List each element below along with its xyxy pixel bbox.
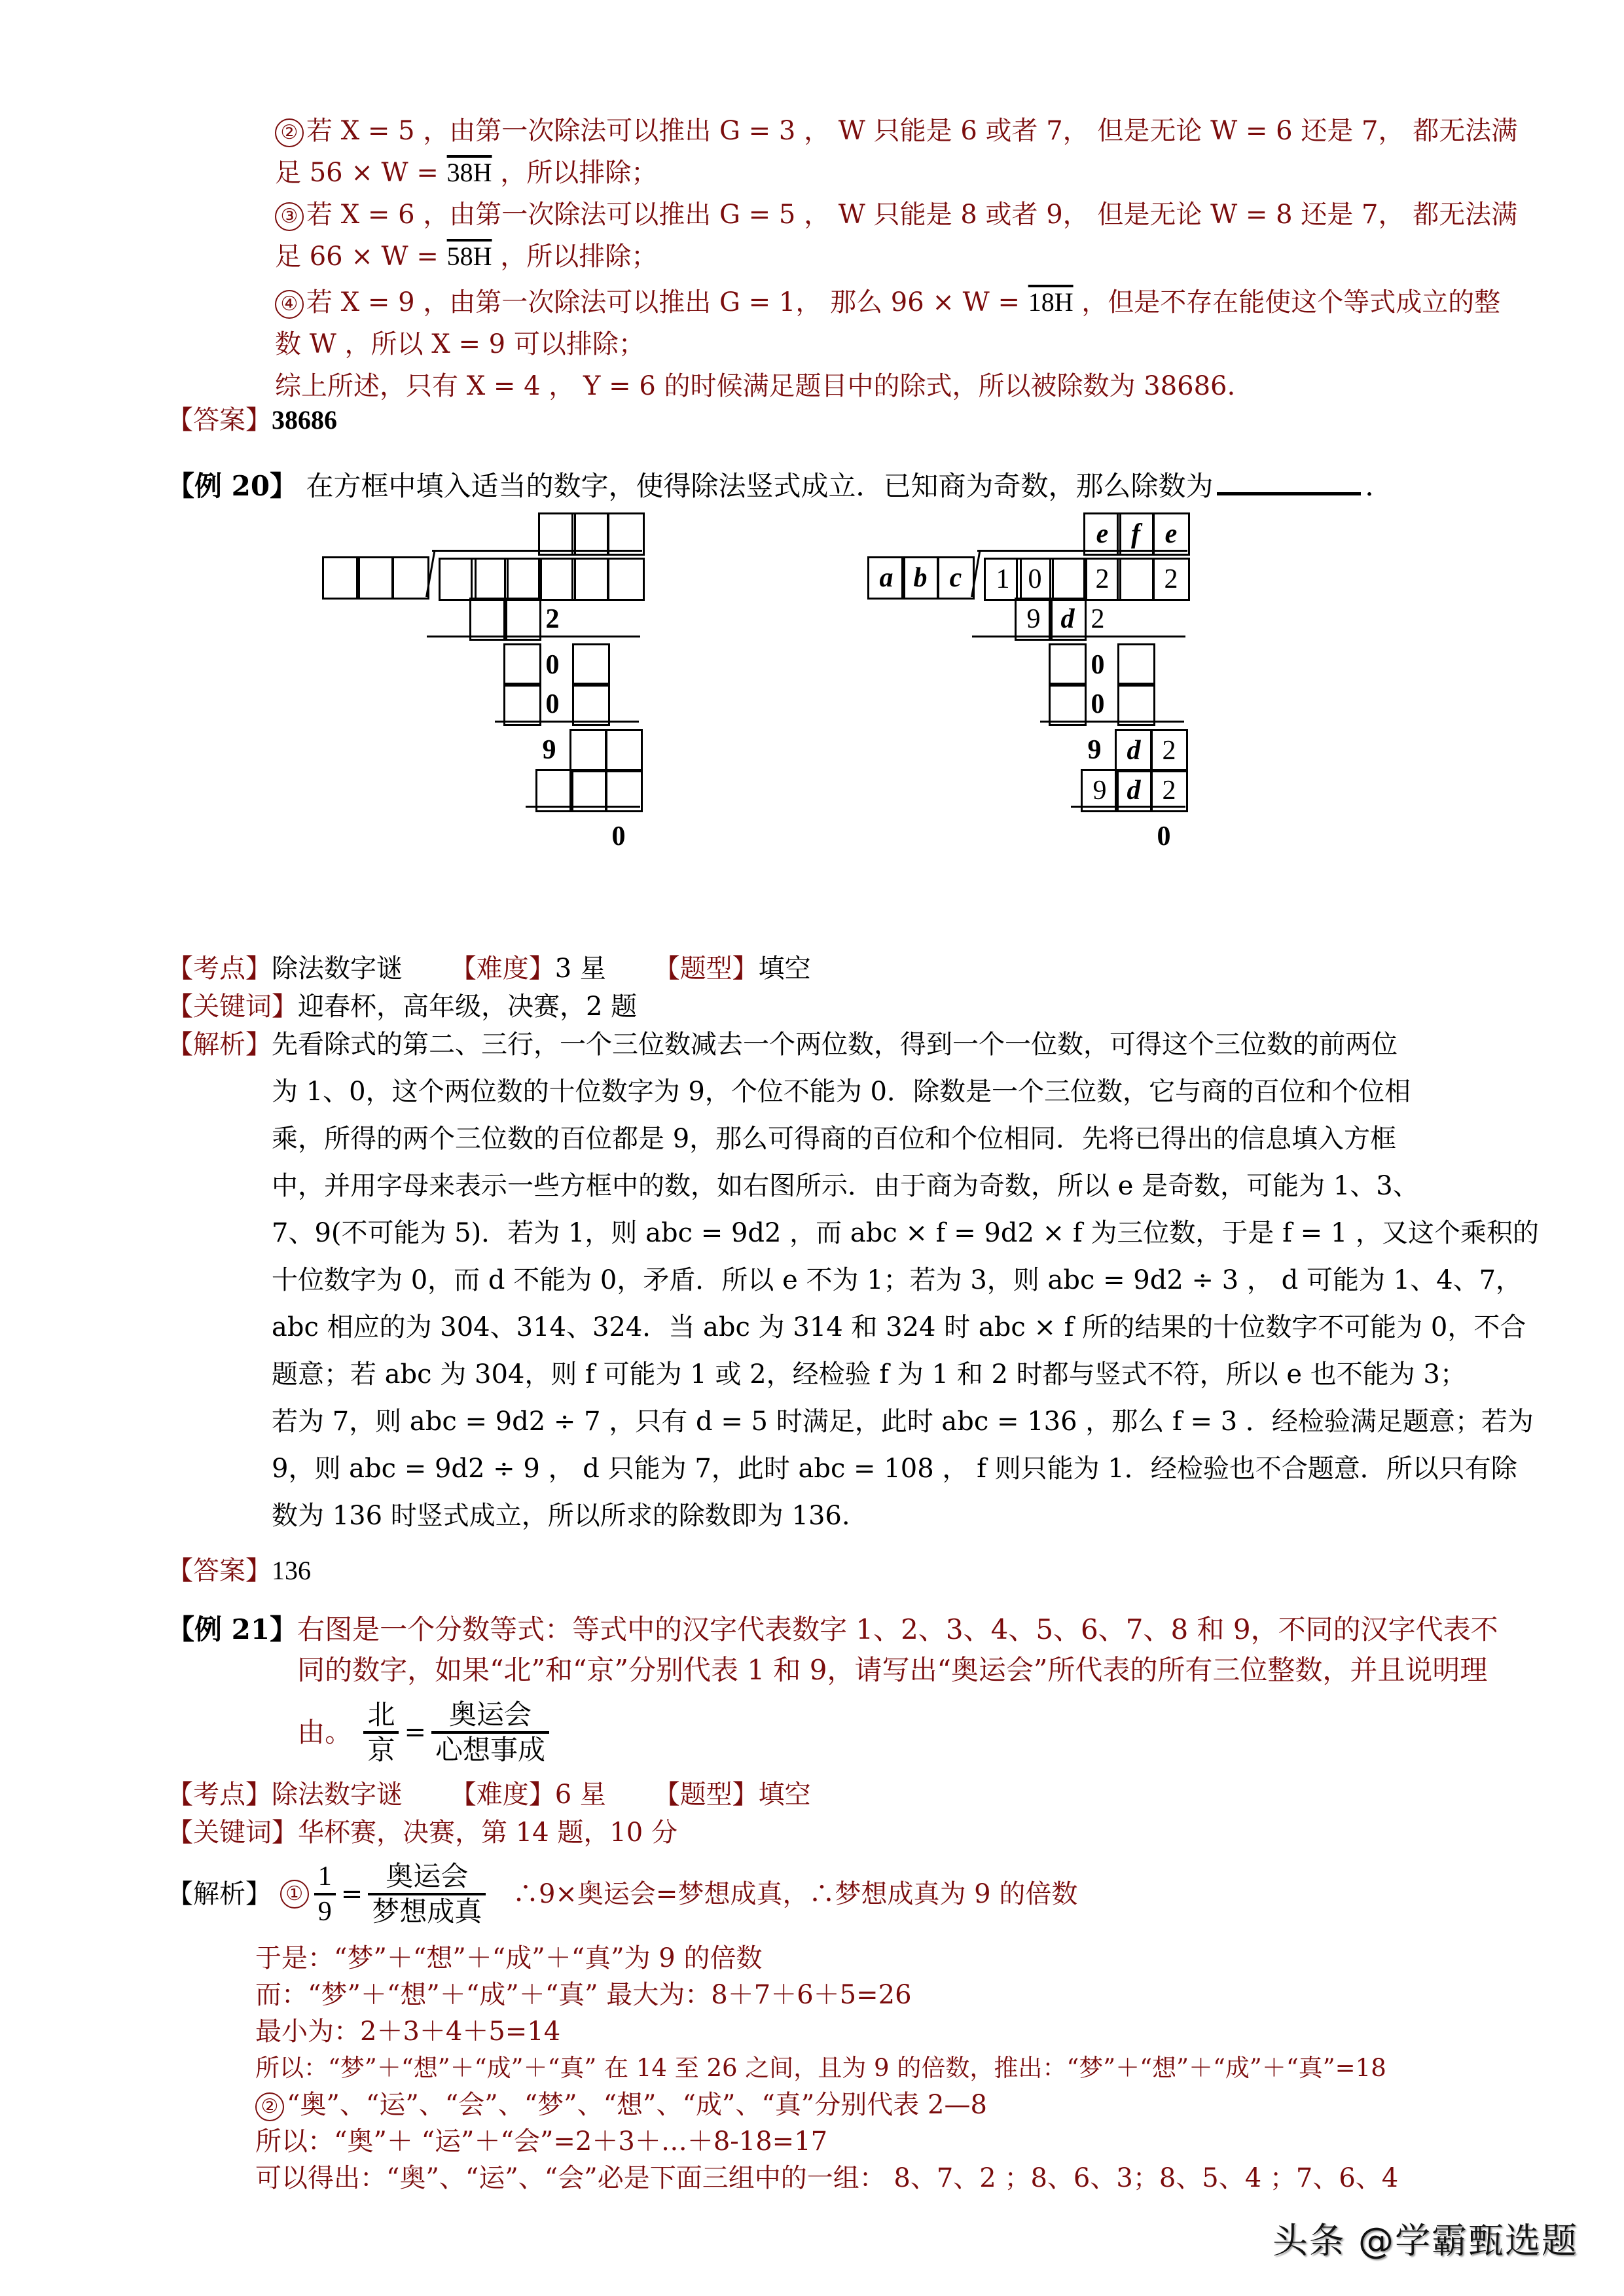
given-digit: 0 [545, 650, 560, 680]
difficulty-value: 6 星 [554, 1780, 606, 1810]
prev-line-2 [275, 153, 657, 192]
question-line: 右图是一个分数等式：等式中的汉字代表数字 1、2、3、4、5、6、7、8 和 9，不同的汉字代表不 [297, 1613, 1498, 1645]
analysis-line: 所以：“奥”＋ “运”＋“会”=2＋3＋…＋8-18=17 [255, 2126, 828, 2157]
kaodian-value: 除法数字谜 [272, 954, 403, 984]
given-digit: 0 [1091, 650, 1105, 680]
divisor-box: b [901, 556, 939, 600]
remainder-digit: 0 [1157, 821, 1171, 852]
divisor-box: c [937, 556, 975, 600]
analysis-line: 7、9(不可能为 5)．若为 1，则 abc = 9d2 ，而 abc × f = 9d2 × f 为三位数，于是 f = 1 ，又这个乘积的 [272, 1218, 1540, 1248]
label: 【题型】 [653, 954, 759, 984]
text: ，所以排除； [492, 242, 658, 272]
subtraction-line [526, 806, 640, 808]
example21-meta [167, 1775, 811, 1814]
prev-answer [167, 401, 337, 440]
digit-box[interactable] [605, 729, 643, 772]
circled-number-icon: ① [280, 1880, 309, 1909]
analysis-line: 先看除式的第二、三行，一个三位数减去一个两位数，得到一个一位数，可得这个三位数的前两位 [272, 1030, 1398, 1060]
subtraction-line [1040, 721, 1184, 723]
subtraction-line [495, 721, 639, 723]
analysis-line: 十位数字为 0，而 d 不能为 0，矛盾．所以 e 不为 1；若为 3，则 abc = 9d2 ÷ 3 ， d 可能为 1、4、7， [272, 1265, 1523, 1295]
numerator: 奥运会 [431, 1698, 549, 1734]
denominator: 心想事成 [435, 1734, 545, 1766]
divisor-box: a [867, 556, 905, 600]
difficulty-value: 3 星 [554, 954, 606, 984]
equals-sign: = [340, 1879, 363, 1909]
fraction-left [363, 1698, 399, 1767]
text: 综上所述，只有 X = 4 ， Y = 6 的时候满足题目中的除式，所以被除数为 38686. [275, 371, 1236, 401]
dividend-box[interactable] [538, 558, 576, 601]
text: 若 X = 9 ，由第一次除法可以推出 G = 1， 那么 96 × W = [306, 287, 1028, 317]
type-value: 填空 [758, 1780, 811, 1810]
example-label: 【例 20】 [167, 470, 298, 502]
label: 【解析】 [167, 1030, 272, 1060]
quotient-box: e [1152, 512, 1190, 556]
quotient-box: f [1117, 512, 1155, 556]
analysis-line: 数为 136 时竖式成立，所以所求的除数即为 136. [272, 1501, 850, 1531]
digit-box: d [1115, 769, 1153, 812]
answer-value: 38686 [272, 405, 337, 435]
analysis-line [255, 2085, 987, 2125]
prev-line-6 [275, 325, 645, 364]
division-diagram-right [857, 504, 1355, 936]
division-bar [977, 550, 1187, 552]
given-digit: 9 [542, 735, 556, 765]
dividend-box[interactable] [504, 558, 542, 601]
numerator: 1 [314, 1860, 336, 1895]
dividend-box[interactable] [1049, 558, 1087, 601]
analysis-line: 中，并用字母来表示一些方框中的数，如右图所示．由于商为奇数，所以 e 是奇数，可能为 1、3、 [272, 1171, 1419, 1201]
dividend-box: 0 [1016, 558, 1054, 601]
text: ，但是不存在能使这个等式成立的整 [1073, 287, 1501, 317]
prev-line-1 [275, 111, 1517, 151]
prev-line-7 [275, 367, 1235, 406]
analysis-line: 而：“梦”＋“想”＋“成”＋“真” 最大为：8＋7＋6＋5=26 [255, 1980, 912, 2010]
fraction-right [431, 1698, 549, 1767]
text: ，所以排除； [492, 158, 658, 188]
given-digit: 0 [1091, 689, 1105, 719]
dividend-box[interactable] [471, 558, 509, 601]
digit-box: d [1115, 729, 1153, 772]
dividend-box[interactable] [571, 558, 609, 601]
question-line-3 [297, 1691, 1498, 1770]
numerator: 奥运会 [368, 1860, 486, 1895]
divisor-box[interactable] [356, 556, 394, 600]
digit-box[interactable] [1117, 683, 1155, 726]
digit-box: 2 [1150, 769, 1188, 812]
example21-analysis-first [167, 1856, 1077, 1928]
analysis-line: 最小为：2＋3＋4＋5=14 [255, 2017, 561, 2047]
prev-line-3 [275, 195, 1517, 234]
analysis-line: 所以：“梦”＋“想”＋“成”＋“真” 在 14 至 26 之间，且为 9 的倍数，推出：“梦”＋“想”＋“成”＋“真”=18 [255, 2054, 1386, 2082]
text: 足 66 × W = [275, 242, 447, 272]
type-value: 填空 [758, 954, 811, 984]
example20-answer [167, 1551, 311, 1590]
subtraction-line [1071, 806, 1185, 808]
dividend-box[interactable] [607, 558, 645, 601]
kaodian-value: 除法数字谜 [272, 1780, 403, 1810]
numerator: 北 [363, 1698, 399, 1734]
text: “奥”、“运”、“会”、“梦”、“想”、“成”、“真”分别代表 2—8 [287, 2090, 987, 2120]
circled-number-icon: ③ [275, 202, 304, 231]
digit-box[interactable] [572, 683, 610, 726]
keywords-value: 华杯赛，决赛，第 14 题，10 分 [298, 1818, 677, 1848]
dividend-box: 2 [1083, 558, 1121, 601]
overline-number: 38H [446, 158, 492, 187]
subtraction-line [427, 636, 640, 637]
given-digit: 2 [1091, 604, 1105, 634]
answer-label: 【答案】 [167, 1556, 272, 1586]
answer-label: 【答案】 [167, 405, 272, 435]
digit-box: d [1049, 598, 1087, 641]
example21-question [297, 1610, 1498, 1770]
division-diagram-left [314, 504, 812, 936]
label: 【考点】 [167, 954, 272, 984]
text: 由。 [297, 1716, 353, 1748]
remainder-digit: 0 [611, 821, 626, 852]
example20-keywords [167, 987, 637, 1026]
label: 【难度】 [450, 954, 555, 984]
fraction-left [314, 1860, 336, 1928]
denominator: 京 [367, 1734, 395, 1766]
example-label: 【例 21】 [167, 1613, 298, 1645]
analysis-line: 乘，所得的两个三位数的百位都是 9，那么可得商的百位和个位相同．先将已得出的信息填入方框 [272, 1124, 1397, 1154]
text: 若 X = 6 ，由第一次除法可以推出 G = 5 ， W 只能是 8 或者 9， 但是无论 W = 8 还是 7， 都无法满 [306, 200, 1518, 230]
given-digit: 0 [545, 689, 560, 719]
question-text: 在方框中填入适当的数字，使得除法竖式成立．已知商为奇数，那么除数为 [306, 470, 1214, 502]
equals-sign: = [404, 1717, 426, 1748]
dividend-box: 2 [1152, 558, 1190, 601]
label: 【难度】 [450, 1780, 555, 1810]
digit-box[interactable] [569, 729, 607, 772]
division-bar [432, 550, 642, 552]
answer-value: 136 [272, 1556, 311, 1585]
text: 若 X = 5 ，由第一次除法可以推出 G = 3 ， W 只能是 6 或者 7， 但是无论 W = 6 还是 7， 都无法满 [306, 116, 1518, 146]
analysis-line: 可以得出：“奥”、“运”、“会”必是下面三组中的一组： 8、7、2 ；8、6、3；8、5、4 ；7、6、4 [255, 2163, 1399, 2193]
analysis-line: 9，则 abc = 9d2 ÷ 9 ， d 只能为 7，此时 abc = 108 ， f 则只能为 1．经检验也不合题意．所以只有除 [272, 1454, 1517, 1484]
digit-box[interactable] [469, 598, 507, 641]
circled-number-icon: ④ [275, 290, 304, 319]
divisor-box[interactable] [322, 556, 360, 600]
label: 【考点】 [167, 1780, 272, 1810]
overline-number: 18H [1028, 287, 1074, 317]
label: 【题型】 [653, 1780, 759, 1810]
label: 【解析】 [167, 1879, 272, 1909]
example21-question-row [167, 1610, 1498, 1770]
digit-box: 9 [1081, 769, 1119, 812]
circled-number-icon: ② [275, 118, 304, 147]
label: 【关键词】 [167, 992, 298, 1022]
prev-line-4 [275, 237, 657, 276]
divisor-box[interactable] [391, 556, 429, 600]
denominator: 9 [317, 1897, 332, 1927]
digit-box[interactable] [1117, 643, 1155, 687]
example21-keywords [167, 1813, 677, 1852]
dividend-box: 1 [984, 558, 1022, 601]
text: 数 W ，所以 X = 9 可以排除； [275, 329, 645, 359]
label: 【关键词】 [167, 1818, 298, 1848]
example20-analysis [272, 1025, 1539, 1543]
digit-box[interactable] [572, 643, 610, 687]
keywords-value: 迎春杯，高年级，决赛，2 题 [298, 992, 638, 1022]
analysis-line: abc 相应的为 304、314、324．当 abc 为 314 和 324 时 abc × f 所的结果的十位数字不可能为 0，不合 [272, 1312, 1526, 1342]
text: ． [1365, 470, 1393, 502]
overline-number: 58H [446, 242, 492, 271]
analysis-text: ∴9×奥运会=梦想成真，∴梦想成真为 9 的倍数 [512, 1879, 1078, 1909]
fraction-right [368, 1860, 486, 1928]
analysis-line: 于是：“梦”＋“想”＋“成”＋“真”为 9 的倍数 [255, 1943, 763, 1973]
circled-number-icon: ② [255, 2092, 284, 2121]
given-digit: 2 [545, 604, 560, 634]
example20-meta [167, 949, 811, 988]
text: 足 56 × W = [275, 158, 447, 188]
question-line: 同的数字，如果“北”和“京”分别代表 1 和 9，请写出“奥运会”所代表的所有三位整数，并且说明理 [297, 1654, 1488, 1686]
analysis-line: 题意；若 abc 为 304，则 f 可能为 1 或 2，经检验 f 为 1 和 2 时都与竖式不符，所以 e 也不能为 3； [272, 1359, 1466, 1390]
subtraction-line [972, 636, 1185, 637]
watermark: 头条 @学霸甄选题 [1272, 2220, 1578, 2261]
example20-question [167, 466, 1392, 506]
given-digit: 9 [1087, 735, 1102, 765]
dividend-box[interactable] [1117, 558, 1155, 601]
analysis-line: 若为 7，则 abc = 9d2 ÷ 7 ，只有 d = 5 时满足，此时 abc = 136 ，那么 f = 3 ．经检验满足题意；若为 [272, 1407, 1534, 1437]
prev-line-5 [275, 283, 1500, 322]
answer-blank[interactable] [1217, 466, 1361, 495]
example20-analysis-row [167, 1025, 1539, 1543]
quotient-box: e [1083, 512, 1121, 556]
analysis-line: 为 1、0，这个两位数的十位数字为 9，个位不能为 0．除数是一个三位数，它与商的百位和个位相 [272, 1077, 1411, 1107]
denominator: 梦想成真 [372, 1895, 482, 1928]
digit-box: 9 [1015, 598, 1053, 641]
digit-box: 2 [1150, 729, 1188, 772]
